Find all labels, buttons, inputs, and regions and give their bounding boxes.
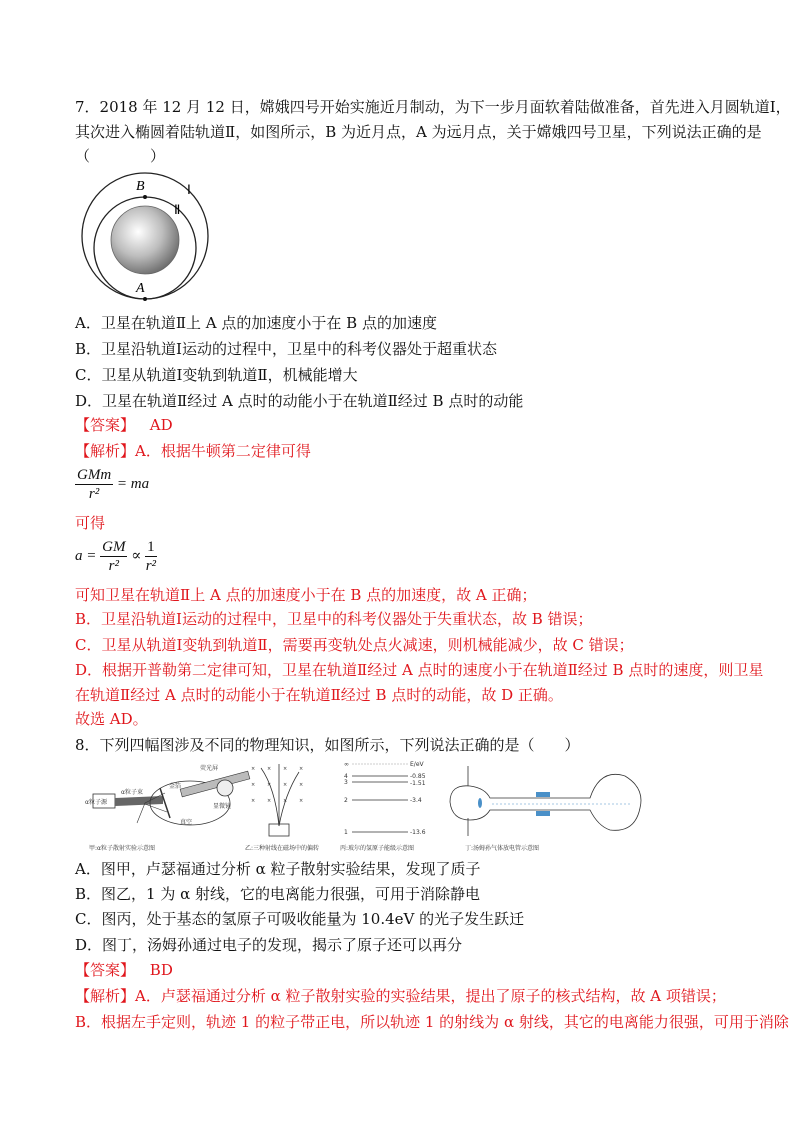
svg-text:×: × xyxy=(251,766,256,772)
q7-analysis-line-3: C．卫星从轨道Ⅰ变轨到轨道Ⅱ，需要再变轨处点火减速，则机械能减少，故 C 错误； xyxy=(75,636,634,654)
point-B-dot xyxy=(143,195,147,199)
point-A-dot xyxy=(143,297,147,301)
formula2-proportional: ∝ xyxy=(131,547,142,564)
q7-analysis-line-5: 在轨道Ⅱ经过 A 点时的动能小于在轨道Ⅱ经过 B 点时的动能，故 D 正确。 xyxy=(75,686,563,704)
q7-option-c: C．卫星从轨道Ⅰ变轨到轨道Ⅱ，机械能增大 xyxy=(75,366,358,384)
jia-label-beam: α粒子束 xyxy=(121,789,143,796)
formula2-numerator: GM xyxy=(102,539,126,555)
q7-answer xyxy=(75,414,173,436)
svg-text:×: × xyxy=(299,798,304,804)
q7-analysis-a xyxy=(75,440,311,462)
q7-analysis-line-2: B．卫星沿轨道Ⅰ运动的过程中，卫星中的科考仪器处于失重状态，故 B 错误； xyxy=(75,610,593,628)
figure-bing xyxy=(340,761,426,852)
formula2-denominator-2: r² xyxy=(145,558,157,574)
formula1-rhs: = ma xyxy=(116,475,150,492)
analysis-a-text: A．根据牛顿第二定律可得 xyxy=(135,442,311,460)
analysis-tag: 【解析】 xyxy=(75,442,136,460)
jia-label-source: α粒子源 xyxy=(85,799,107,806)
q7-analysis-line-4: D．根据开普勒第二定律可知，卫星在轨道Ⅱ经过 A 点时的速度小于在轨道Ⅱ经过 B 点时的速度，则卫星 xyxy=(75,661,764,679)
answer-value: AD xyxy=(149,416,173,434)
label-A: A xyxy=(136,281,145,296)
svg-text:×: × xyxy=(283,766,288,772)
bing-level-n-1: 1 xyxy=(344,829,348,836)
q8-analysis-line-1 xyxy=(75,985,726,1007)
formula1-denominator: r² xyxy=(88,486,100,502)
yi-caption: 乙:三种射线在磁场中的偏转 xyxy=(245,845,320,852)
q8-option-a: A．图甲，卢瑟福通过分析 α 粒子散射实验结果，发现了质子 xyxy=(75,860,481,878)
q8-analysis-line-2: B．根据左手定则，轨迹 1 的粒子带正电，所以轨迹 1 的射线为 α 射线，其它的电离能力很强，可用于消除 xyxy=(75,1013,789,1031)
jia-label-scope: 显微镜 xyxy=(213,803,232,810)
bing-level-e-2: -3.4 xyxy=(410,797,422,804)
answer-tag: 【答案】 xyxy=(75,961,136,979)
svg-text:×: × xyxy=(283,782,288,788)
label-orbit-II: Ⅱ xyxy=(174,202,181,217)
answer-value: BD xyxy=(149,961,173,979)
formula-acceleration xyxy=(75,538,157,575)
figure-ding xyxy=(450,766,641,852)
bing-level-e-1: -13.6 xyxy=(410,829,426,836)
answer-tag: 【答案】 xyxy=(75,416,136,434)
figure-jia xyxy=(85,764,250,852)
label-B: B xyxy=(136,179,145,194)
bing-caption: 丙:玻尔的氢原子能级示意图 xyxy=(340,845,415,852)
moon-sphere xyxy=(111,206,179,274)
ding-caption: 丁:汤姆孙气体放电管示意图 xyxy=(465,845,540,852)
svg-text:×: × xyxy=(267,766,272,772)
svg-text:×: × xyxy=(267,798,272,804)
q7-stem-line-2: 其次进入椭圆着陆轨道Ⅱ，如图所示，B 为近月点，A 为远月点，关于嫦娥四号卫星，下列说法正确的是 xyxy=(75,123,762,141)
bing-level-e-axis: E/eV xyxy=(410,761,424,768)
q7-option-d: D．卫星在轨道Ⅱ经过 A 点时的动能小于在轨道Ⅱ经过 B 点时的动能 xyxy=(75,392,524,410)
svg-text:×: × xyxy=(267,782,272,788)
q7-analysis-line-1: 可知卫星在轨道Ⅱ上 A 点的加速度小于在 B 点的加速度，故 A 正确； xyxy=(75,586,537,604)
bing-level-n-4: 4 xyxy=(344,773,348,780)
q7-stem-line-3: （ ） xyxy=(75,147,166,165)
analysis-tag: 【解析】 xyxy=(75,987,136,1005)
q8-answer xyxy=(75,959,173,981)
q8-option-c: C．图丙，处于基态的氢原子可吸收能量为 10.4eV 的光子发生跃迁 xyxy=(75,910,525,928)
bing-level-n-2: 2 xyxy=(344,797,348,804)
svg-text:×: × xyxy=(299,782,304,788)
q8-stem: 8．下列四幅图涉及不同的物理知识，如图所示，下列说法正确的是（ ） xyxy=(75,736,580,754)
jia-label-screen: 荧光屏 xyxy=(200,765,219,772)
svg-text:×: × xyxy=(299,766,304,772)
figure-yi xyxy=(245,764,319,852)
formula2-denominator: r² xyxy=(108,558,119,574)
q8-figures xyxy=(85,758,685,854)
q7-option-a: A．卫星在轨道Ⅱ上 A 点的加速度小于在 B 点的加速度 xyxy=(75,314,437,332)
jia-caption: 甲:α粒子散射实验示意图 xyxy=(89,845,155,852)
svg-text:×: × xyxy=(251,798,256,804)
formula2-lhs: a = xyxy=(75,547,97,564)
orbit-diagram xyxy=(75,168,225,303)
q7-stem-line-1: 7．2018 年 12 月 12 日，嫦娥四号开始实施近月制动，为下一步月面软着陆做准备，首先进入月圆轨道Ⅰ， xyxy=(75,98,791,116)
formula2-numerator-2: 1 xyxy=(147,539,155,555)
formula-newton xyxy=(75,466,149,503)
q7-option-b: B．卫星沿轨道Ⅰ运动的过程中，卫星中的科考仪器处于超重状态 xyxy=(75,340,497,358)
jia-label-vacuum: 真空 xyxy=(180,819,193,826)
bing-level-n-inf: ∞ xyxy=(344,761,349,768)
bing-level-e-3: -1.51 xyxy=(410,780,426,787)
bing-level-n-3: 3 xyxy=(344,779,348,786)
analysis-text-1: A．卢瑟福通过分析 α 粒子散射实验的实验结果，提出了原子的核式结构，故 A 项错误； xyxy=(135,987,726,1005)
q7-analysis-line-6: 故选 AD。 xyxy=(75,710,148,728)
svg-text:×: × xyxy=(283,798,288,804)
q8-option-b: B．图乙，1 为 α 射线，它的电离能力很强，可用于消除静电 xyxy=(75,885,481,903)
label-orbit-I: Ⅰ xyxy=(187,182,191,197)
q8-option-d: D．图丁，汤姆孙通过电子的发现，揭示了原子还可以再分 xyxy=(75,936,463,954)
jia-label-foil: 金箔 xyxy=(169,783,182,790)
bing-level-e-4: -0.85 xyxy=(410,773,426,780)
formula1-numerator: GMm xyxy=(77,467,112,483)
q7-kede: 可得 xyxy=(75,514,106,532)
svg-text:×: × xyxy=(251,782,256,788)
